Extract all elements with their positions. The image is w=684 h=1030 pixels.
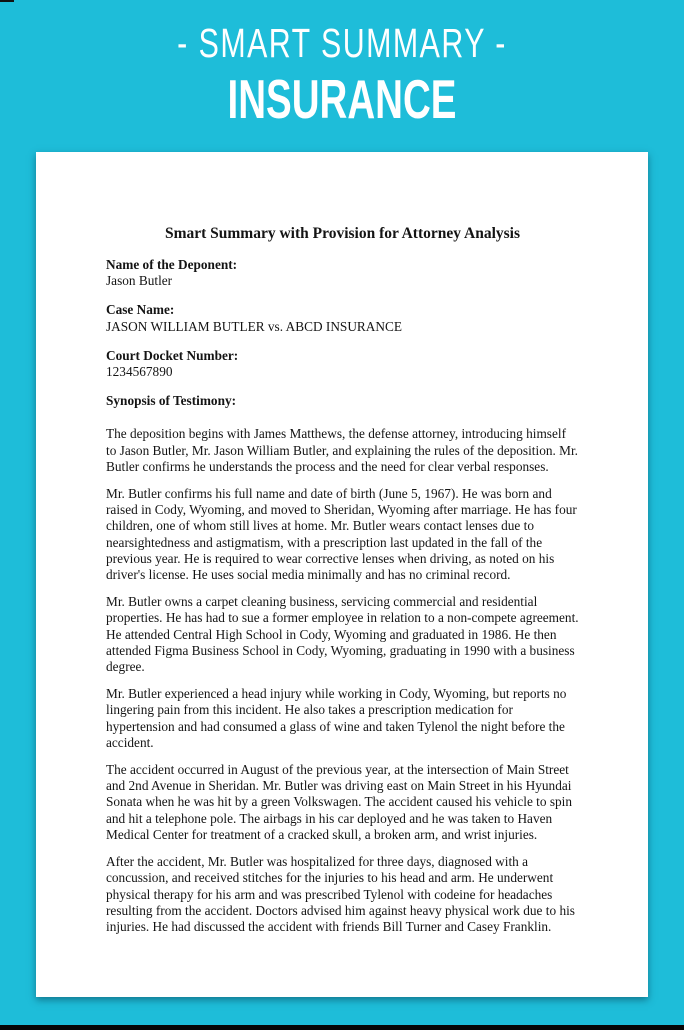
screen-corner-mark (0, 0, 14, 2)
field-value-docket-number: 1234567890 (106, 364, 173, 380)
body-paragraph: Mr. Butler confirms his full name and date of birth (June 5, 1967). He was born and raised in Cody, Wyoming, and moved to Sheridan, Wyoming after marriage. He has four children, one of whom still lives at home. Mr. Butler wears contact lenses due to nearsightedness and astigmatism, with a prescription last updated in the fall of the previous year. He is required to wear corrective lenses when driving, as noted on his driver's license. He uses social media minimally and has no criminal record. (106, 486, 577, 583)
body-paragraph: The accident occurred in August of the previous year, at the intersection of Main Street and 2nd Avenue in Sheridan. Mr. Butler was driving east on Main Street in his Hyundai Sonata when he was hit by a green Volkswagen. The accident caused his vehicle to spin and hit a telephone pole. The airbags in his car deployed and he was taken to Haven Medical Center for treatment of a cracked skull, a broken arm, and wrist injuries. (106, 762, 573, 842)
section-heading-synopsis: Synopsis of Testimony: (106, 393, 237, 409)
body-paragraph: Mr. Butler experienced a head injury while working in Cody, Wyoming, but reports no lingering pain from this incident. He also takes a prescription medication for hypertension and had consumed a glass of wine and taken Tylenol the night before the accident. (106, 686, 567, 750)
field-value-deponent: Jason Butler (106, 273, 173, 289)
body-paragraph: Mr. Butler owns a carpet cleaning business, servicing commercial and residential properties. He has had to sue a former employee in relation to a non-compete agreement. He attended Central High School in Cody, Wyoming and graduated in 1986. He then attended Figma Business School in Cody, Wyoming, graduating in 1990 with a business degree. (106, 594, 579, 675)
field-deponent-name (106, 257, 579, 289)
field-value-case-name: JASON WILLIAM BUTLER vs. ABCD INSURANCE (106, 318, 402, 334)
field-docket-number (106, 348, 579, 380)
document-page (36, 152, 648, 997)
field-label-docket-number: Court Docket Number: (106, 347, 239, 363)
body-paragraph: The deposition begins with James Matthews, the defense attorney, introducing himself to Jason Butler, Mr. Jason William Butler, and explaining the rules of the deposition. Mr. Butler confirms he understands the process and the need for clear verbal responses. (106, 426, 578, 474)
banner-subtitle: - SMART SUMMARY - (177, 20, 507, 66)
field-label-case-name: Case Name: (106, 302, 175, 318)
body-paragraph: After the accident, Mr. Butler was hospitalized for three days, diagnosed with a concussion, and received stitches for the injuries to his head and arm. He underwent physical therapy for his arm and was prescribed Tylenol with codeine for headaches resulting from the accident. Doctors advised him against heavy physical work due to his injuries. He had discussed the accident with friends Bill Turner and Casey Franklin. (106, 854, 575, 934)
bottom-black-bar (0, 1025, 684, 1030)
field-case-name (106, 302, 579, 334)
banner-title: INSURANCE (227, 68, 457, 130)
document-title: Smart Summary with Provision for Attorney Analysis (164, 225, 521, 242)
field-label-deponent: Name of the Deponent: (106, 257, 238, 272)
